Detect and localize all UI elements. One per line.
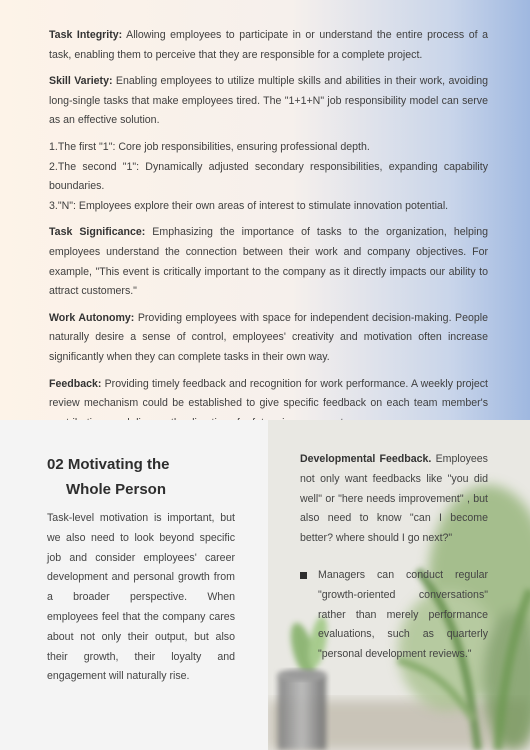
developmental-feedback-text: Employees not only want feedbacks like "you did well" or "here needs improvement" , but also need to know "can I become better? where should I go next?" bbox=[300, 453, 488, 545]
developmental-feedback bbox=[300, 450, 488, 549]
list-item: 1.The first "1": Core job responsibilities, ensuring professional depth. bbox=[49, 140, 370, 153]
heading-line-2: Whole Person bbox=[66, 481, 167, 498]
task-significance-label: Task Significance: bbox=[49, 226, 146, 239]
model-list bbox=[49, 138, 488, 216]
task-significance-paragraph bbox=[49, 223, 488, 301]
task-integrity-text: Allowing employees to participate in or understand the entire process of a task, enabling them to perceive that they are responsible for a complete project. bbox=[49, 29, 488, 61]
section-heading bbox=[47, 452, 247, 502]
feedback-label: Feedback: bbox=[49, 377, 102, 390]
skill-variety-text: Enabling employees to utilize multiple skills and abilities in their work, avoiding long-single tasks that make employees tired. The "1+1+N" job responsibility model can serve as an effective solution. bbox=[49, 75, 488, 127]
task-integrity-label: Task Integrity: bbox=[49, 29, 123, 41]
task-integrity-paragraph bbox=[49, 26, 488, 65]
skill-variety-paragraph bbox=[49, 72, 488, 131]
work-autonomy-text: Providing employees with space for independent decision-making. People naturally desire a sense of control, employees' creativity and motivation often increase significantly when they can complete tasks in their own way. bbox=[49, 311, 488, 363]
feedback-text: Providing timely feedback and recognition for work performance. A weekly project review mechanism could be established to give specific feedback on each team member's bbox=[49, 377, 488, 410]
section-body: Task-level motivation is important, but we also need to look beyond specific job and consider employees' career development and personal growth from a broader perspective. When employees feel that the company cares about not only their output, but also their growth, their loyalty and engagement will naturally rise. bbox=[47, 512, 235, 683]
heading-line-1: 02 Motivating the bbox=[47, 456, 170, 473]
developmental-feedback-paragraph bbox=[300, 450, 488, 549]
work-autonomy-label: Work Autonomy: bbox=[49, 311, 135, 324]
work-autonomy-paragraph bbox=[49, 309, 488, 368]
bullet-square-icon bbox=[300, 572, 307, 579]
list-item: 2.The second "1": Dynamically adjusted secondary responsibilities, expanding capability boundaries. bbox=[49, 160, 488, 193]
bullet-item bbox=[300, 566, 488, 665]
developmental-feedback-label: Developmental Feedback. bbox=[300, 453, 432, 465]
skill-variety-label: Skill Variety: bbox=[49, 75, 113, 88]
task-significance-text: Emphasizing the importance of tasks to the organization, helping employees understand the connection between their work and company objectives. For example, "This event is critically important to the company as it directly impacts our ability to attract customers." bbox=[49, 226, 488, 298]
top-content bbox=[49, 26, 488, 440]
bullet-text: Managers can conduct regular "growth-oriented conversations" rather than merely performance evaluations, such as quarterly "personal development reviews." bbox=[318, 569, 488, 661]
list-item: 3."N": Employees explore their own areas of interest to stimulate innovation potential. bbox=[49, 199, 449, 212]
